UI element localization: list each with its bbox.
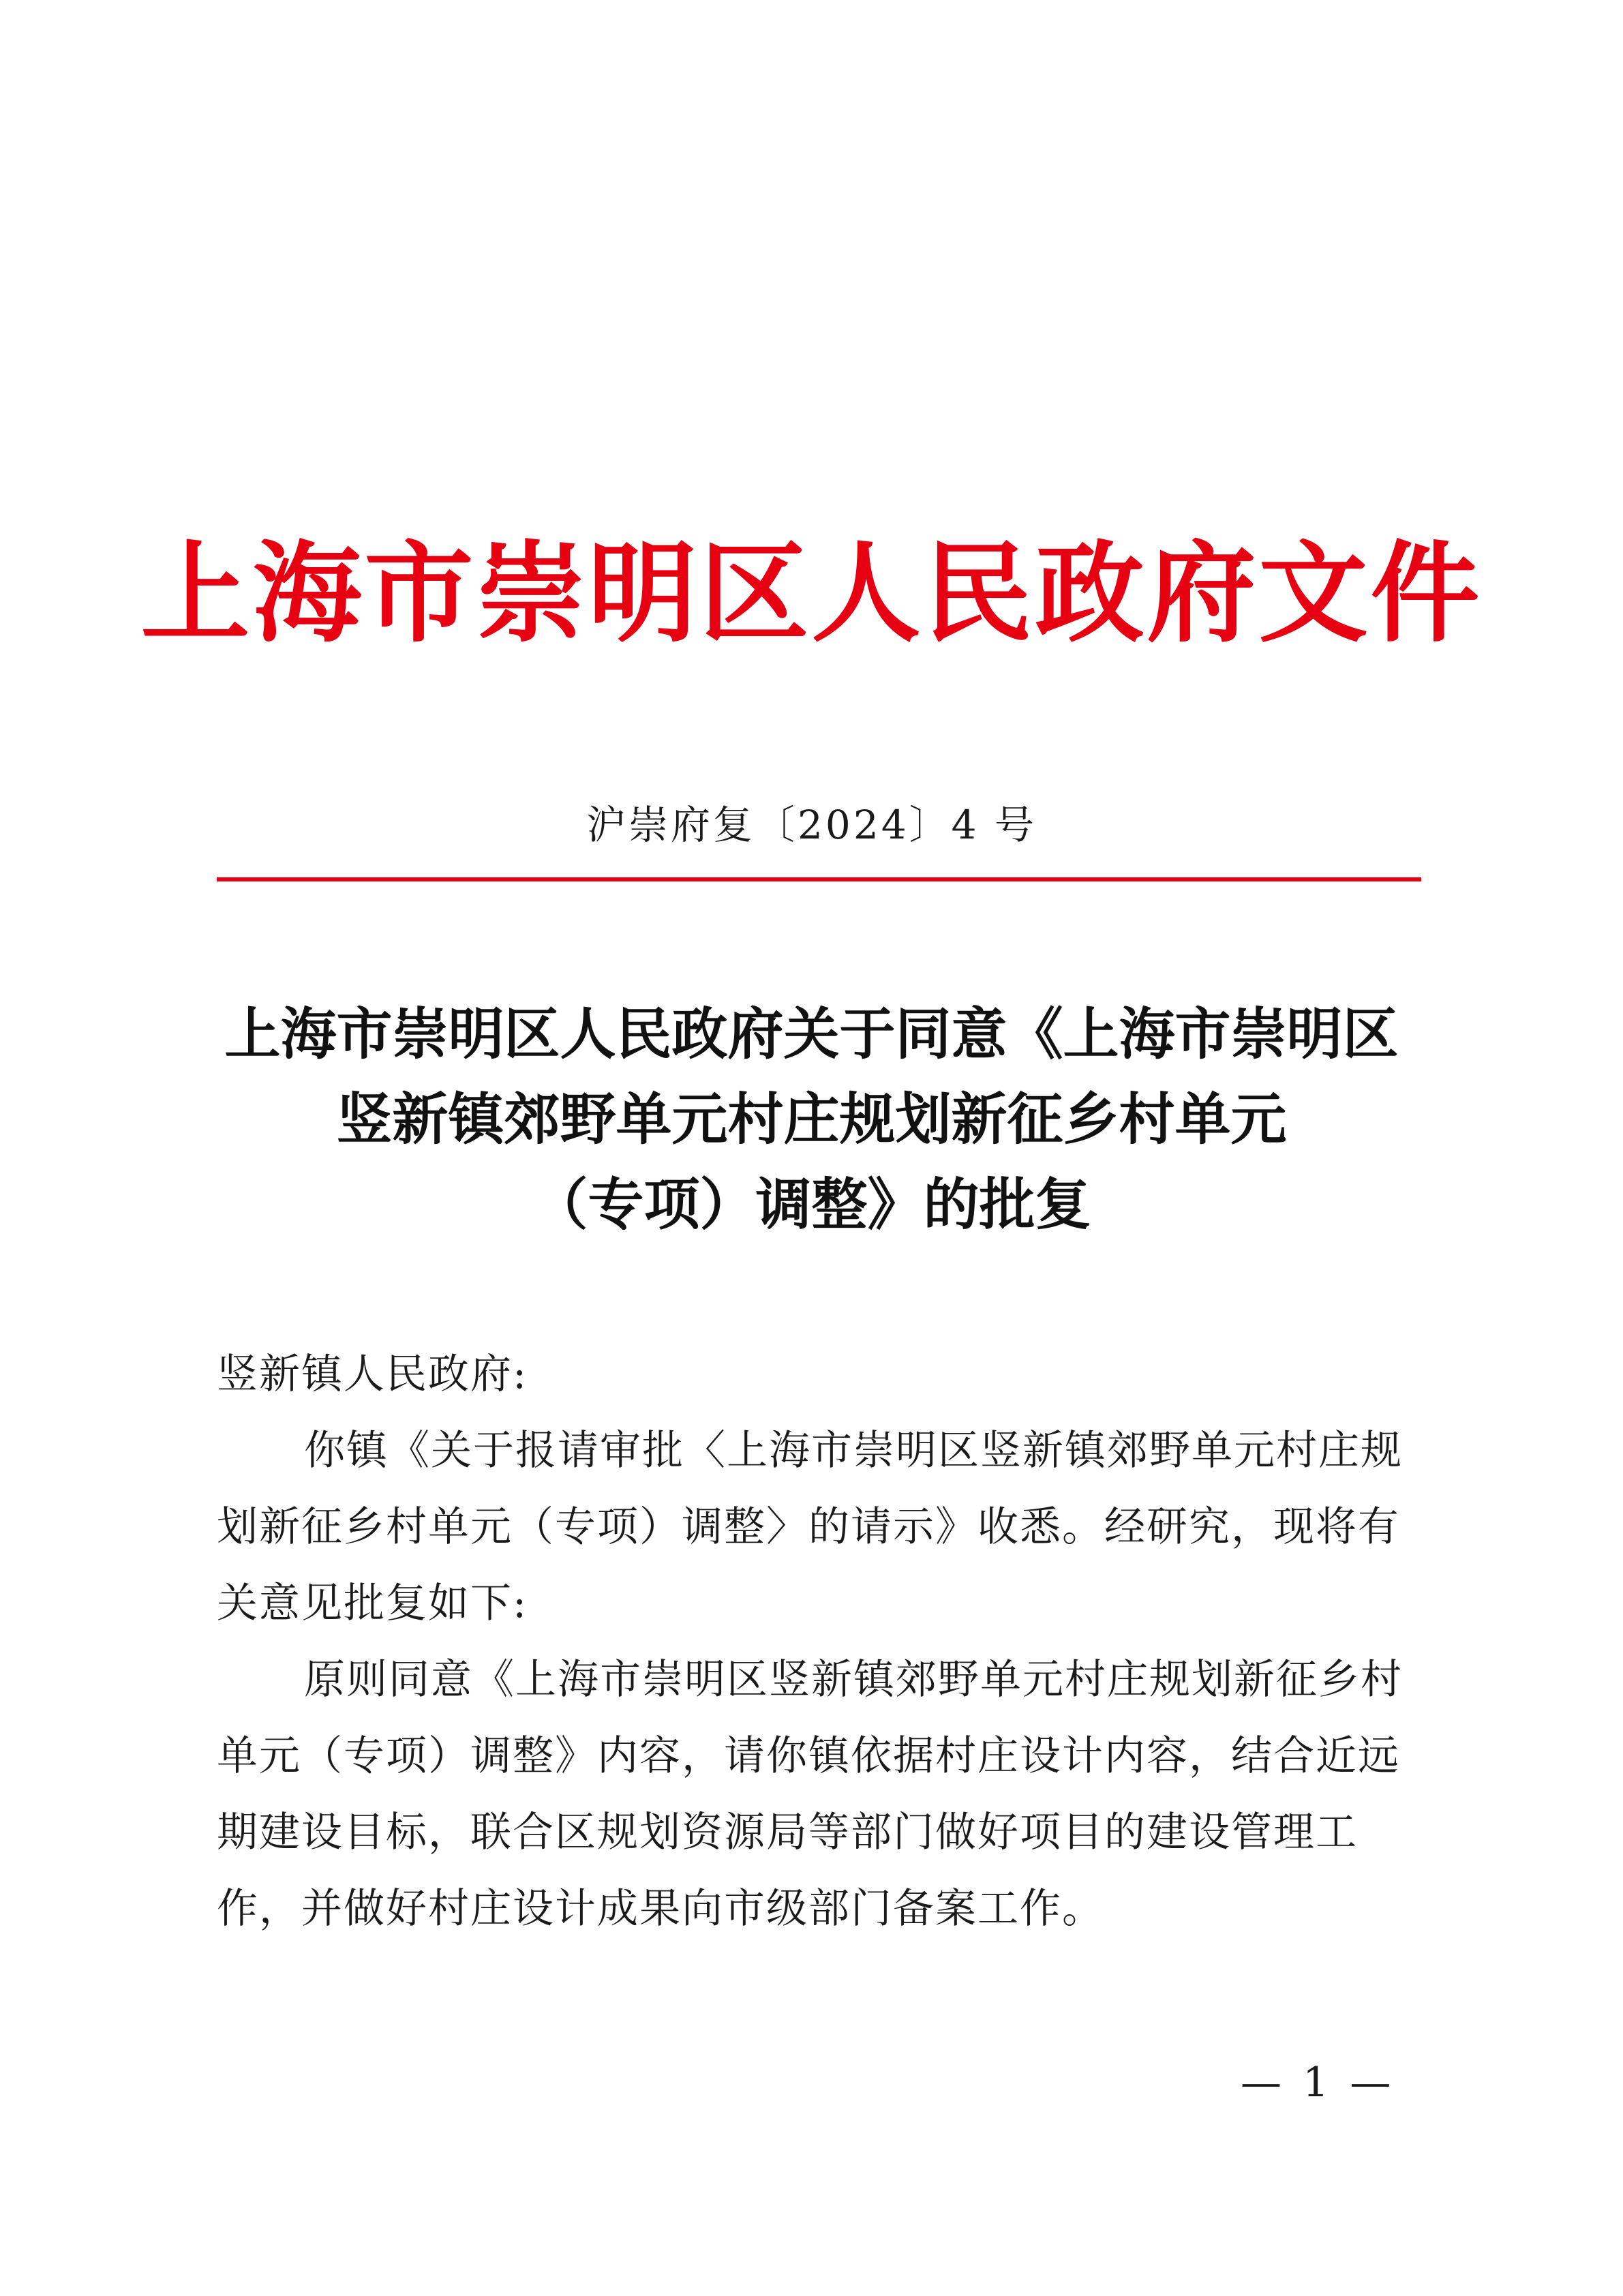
- body-line-6: 期建设目标，联合区规划资源局等部门做好项目的建设管理工: [217, 1809, 1358, 1856]
- document-number: 沪崇府复〔2024〕4 号: [586, 802, 1037, 848]
- body-line-7: 作，并做好村庄设计成果向市级部门备案工作。: [217, 1885, 1104, 1933]
- body-line-2: 划新征乡村单元（专项）调整〉的请示》收悉。经研究，现将有: [217, 1503, 1400, 1551]
- body-line-4: 原则同意《上海市崇明区竖新镇郊野单元村庄规划新征乡村: [304, 1656, 1403, 1704]
- document-title: [191, 992, 1432, 1248]
- document-body: [217, 1336, 1423, 1947]
- title-line-3: （专项）调整》的批复: [532, 1172, 1091, 1237]
- title-line-2: 竖新镇郊野单元村庄规划新征乡村单元: [336, 1087, 1287, 1152]
- body-line-3: 关意见批复如下:: [217, 1580, 528, 1627]
- masthead-title: 上海市崇明区人民政府文件: [140, 529, 1483, 657]
- body-line-5: 单元（专项）调整》内容，请你镇依据村庄设计内容，结合近远: [217, 1732, 1400, 1780]
- salutation: 竖新镇人民政府:: [217, 1350, 528, 1398]
- title-line-1: 上海市崇明区人民政府关于同意《上海市崇明区: [224, 1001, 1399, 1067]
- red-divider-line: [217, 877, 1421, 881]
- body-line-1: 你镇《关于报请审批〈上海市崇明区竖新镇郊野单元村庄规: [304, 1427, 1403, 1475]
- page-number: — 1 —: [1241, 2059, 1395, 2106]
